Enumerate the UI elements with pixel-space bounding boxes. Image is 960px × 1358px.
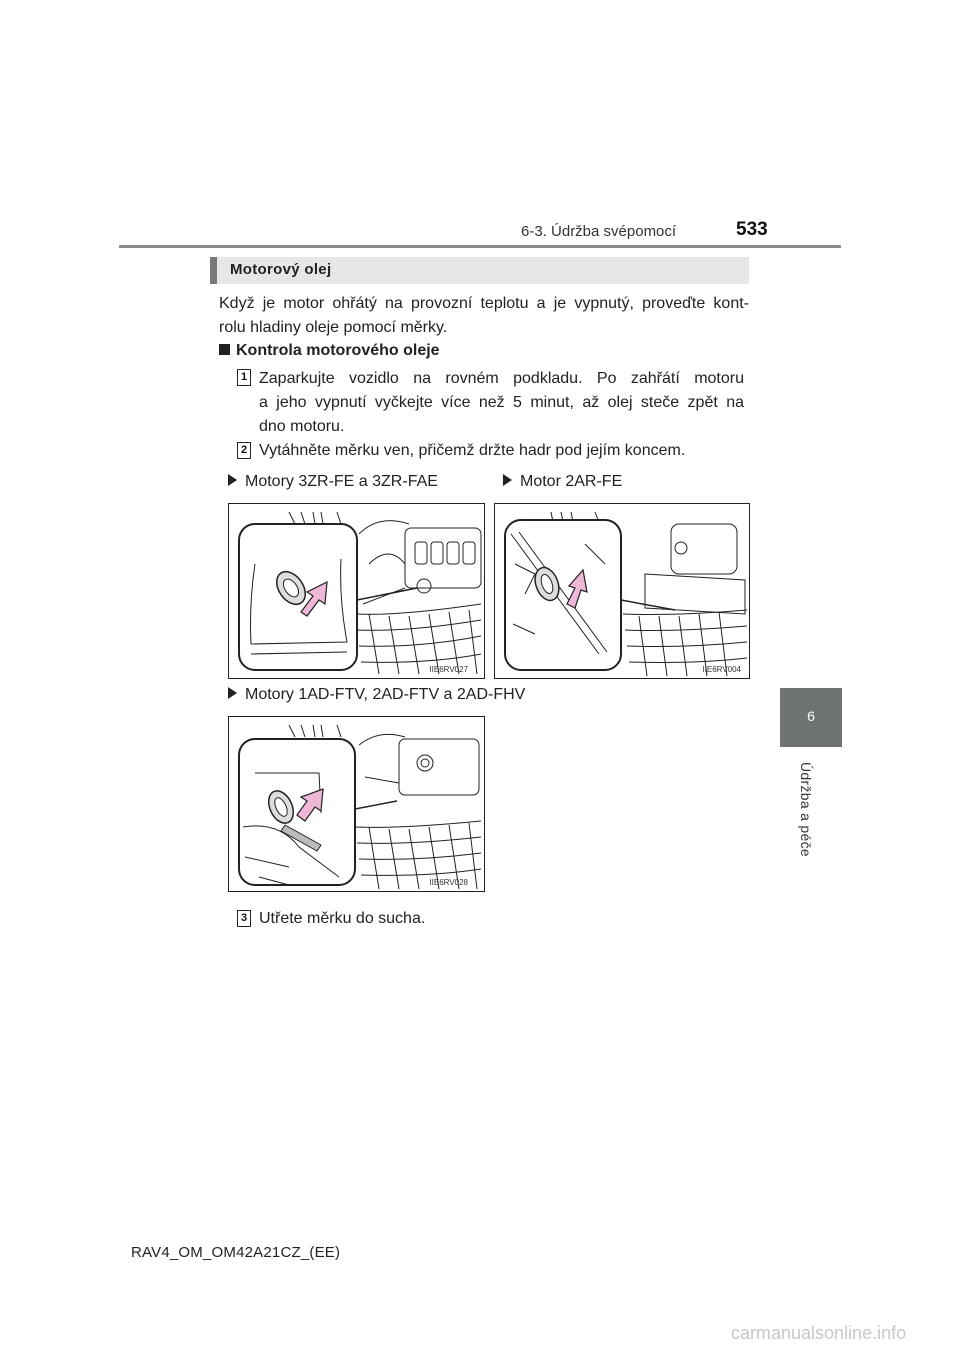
figure-code-3: IIE6RV028 bbox=[429, 878, 468, 887]
figure-engine-3zr bbox=[228, 503, 485, 679]
triangle-bullet-icon bbox=[228, 687, 237, 699]
figure-code-2: IIE6RV004 bbox=[702, 665, 741, 674]
intro-line-2: rolu hladiny oleje pomocí měrky. bbox=[219, 319, 448, 336]
subheading-text: Kontrola motorového oleje bbox=[236, 342, 440, 359]
section-title: Motorový olej bbox=[230, 261, 332, 278]
step-number-3: 3 bbox=[237, 910, 251, 927]
step-1-line-1: Zaparkujte vozidlo na rovném podkladu. Po zahřátí motoru bbox=[259, 370, 744, 387]
figure-engine-ad bbox=[228, 716, 485, 892]
square-bullet-icon bbox=[219, 344, 230, 355]
variant-label-ad bbox=[228, 686, 525, 704]
variant-label-3zr-text: Motory 3ZR-FE a 3ZR-FAE bbox=[245, 473, 438, 490]
triangle-bullet-icon bbox=[503, 474, 512, 486]
figure-engine-2ar bbox=[494, 503, 750, 679]
engine-illustration-2ar bbox=[495, 504, 750, 679]
engine-illustration-ad bbox=[229, 717, 485, 892]
chapter-side-label: Údržba a péče bbox=[798, 762, 814, 857]
triangle-bullet-icon bbox=[228, 474, 237, 486]
subheading bbox=[219, 342, 440, 360]
chapter-tab-number: 6 bbox=[807, 708, 815, 724]
running-header-section: 6-3. Údržba svépomocí bbox=[521, 223, 677, 240]
step-number-2: 2 bbox=[237, 442, 251, 459]
variant-label-3zr bbox=[228, 473, 438, 491]
step-1-line-3: dno motoru. bbox=[259, 418, 345, 435]
watermark: carmanualsonline.info bbox=[731, 1323, 907, 1343]
chapter-tab bbox=[780, 688, 842, 747]
step-2-line-1: Vytáhněte měrku ven, přičemž držte hadr pod jejím koncem. bbox=[259, 442, 686, 459]
intro-line-1: Když je motor ohřátý na provozní teplotu a je vypnutý, proveďte kont- bbox=[219, 295, 749, 312]
step-3-line-1: Utřete měrku do sucha. bbox=[259, 910, 426, 927]
section-title-bar bbox=[210, 257, 749, 284]
variant-label-ad-text: Motory 1AD-FTV, 2AD-FTV a 2AD-FHV bbox=[245, 686, 526, 703]
variant-label-2ar-text: Motor 2AR-FE bbox=[520, 473, 623, 490]
variant-label-2ar bbox=[503, 473, 622, 491]
engine-illustration-3zr bbox=[229, 504, 485, 679]
header-rule bbox=[119, 245, 841, 248]
page-number: 533 bbox=[736, 219, 768, 240]
step-1-line-2: a jeho vypnutí vyčkejte více než 5 minut, až olej steče zpět na bbox=[259, 394, 744, 411]
step-number-1: 1 bbox=[237, 369, 251, 386]
document-id: RAV4_OM_OM42A21CZ_(EE) bbox=[131, 1244, 341, 1261]
figure-code-1: IIE6RV027 bbox=[429, 665, 468, 674]
